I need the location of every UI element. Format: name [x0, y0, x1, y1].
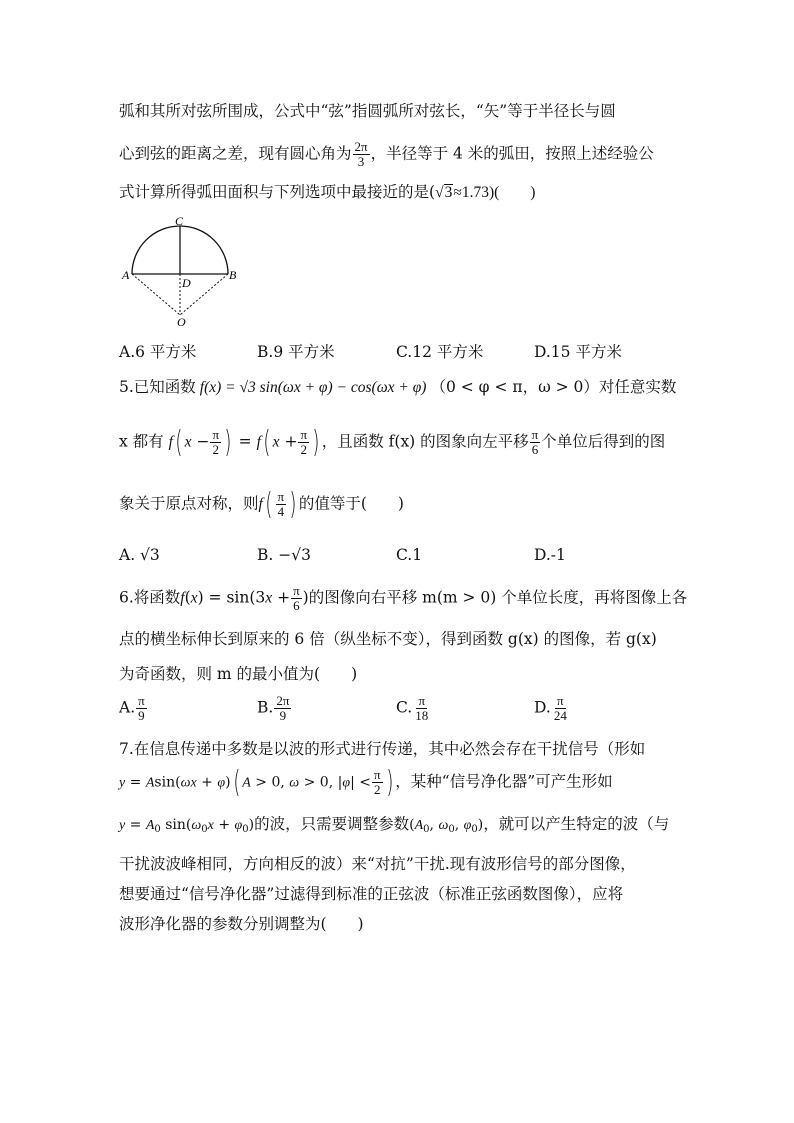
q4-line3-start: 式计算所得弧田面积与下列选项中最接近的是( [119, 183, 436, 201]
q5-text-line-3: 象关于原点对称，则f( $\frac{\pi}{4}$ ) 的值等于( ) [119, 486, 404, 522]
q7-text-line-3: $y = A_0$ $\sin(\omega_0x + \varphi_0)$的波，只需要调整参数($A_0$, $\omega_0$, $\varphi_0$)，就可以产生特定的波（与 [119, 815, 670, 835]
q5-function-expr: f(x) = √3 sin(ωx + φ) − cos(ωx + φ) [199, 379, 427, 396]
q5-option-c[interactable]: C.1 [396, 546, 423, 564]
q7-text-line-1: 7.在信息传递中多数是以波的形式进行传递，其中必然会存在干扰信号（形如 [119, 740, 646, 758]
q4-option-a[interactable]: A.6 平方米 [119, 343, 197, 361]
q4-angle-fraction: $\frac{2\pi}{3}$ [354, 139, 368, 169]
radius-ao [132, 274, 180, 315]
q5-text-line-1 [119, 376, 676, 399]
q4-text-line-2 [119, 140, 654, 169]
q5-option-b[interactable]: B. −√3 [257, 546, 311, 564]
q6-text-line-2: 点的横坐标伸长到原来的 6 倍（纵坐标不变），得到函数 g(x) 的图像，若 g(x) [119, 630, 657, 648]
q5-option-a[interactable]: A. √3 [119, 546, 160, 564]
label-c: C [175, 214, 184, 228]
q6-text-line-1: 6.将函数f(x) = sin(3x + $\frac{\pi}{6}$ )的图像向右平移 m(m > 0) 个单位长度，再将图像上各 [119, 583, 688, 613]
q4-option-d[interactable]: D.15 平方米 [534, 343, 622, 361]
q5-option-d[interactable]: D.-1 [534, 546, 566, 564]
q6-number: 6.将函数 [119, 588, 181, 607]
q5-line3-start: 象关于原点对称，则 [119, 494, 259, 513]
arc-field-figure [118, 214, 248, 329]
q4-line2-end: ，半径等于 4 米的弧田，按照上述经验公 [370, 144, 654, 163]
q7-line2-end: ，某种“信号净化器”可产生形如 [395, 772, 613, 791]
q6-line1-end: 的图像向右平移 m(m > 0) 个单位长度，再将图像上各 [308, 588, 688, 607]
q4-text-line-3: 式计算所得弧田面积与下列选项中最接近的是(√3≈1.73)( ) [119, 183, 536, 201]
q5-line1-end: （0 < φ < π，ω > 0）对任意实数 [430, 378, 677, 396]
label-d: D [182, 276, 191, 290]
q5-line2-mid: ，且函数 f(x) 的图象向左平移 [321, 432, 529, 451]
q6-option-d[interactable]: D. $\frac{\pi}{24}$ [534, 693, 567, 723]
q6-option-c[interactable]: C. $\frac{\pi}{18}$ [396, 693, 429, 723]
q5-line3-end: 的值等于( ) [298, 494, 404, 513]
q4-sqrt-value: 3 [444, 184, 453, 201]
q7-text-line-4: 干扰波波峰相同，方向相反的波）来“对抗”干扰.现有波形信号的部分图像， [119, 855, 636, 873]
q5-line2-start: x 都有 [119, 432, 164, 451]
q6-option-b[interactable]: B. $\frac{2\pi}{9}$ [257, 693, 290, 723]
q4-option-b[interactable]: B.9 平方米 [257, 343, 335, 361]
label-a: A [122, 268, 130, 282]
q7-text-line-5: 想要通过“信号净化器”过滤得到标准的正弦波（标准正弦函数图像），应将 [119, 885, 624, 903]
q5-line2-end: 个单位后得到的图 [541, 432, 666, 451]
q4-line3-end: ≈1.73)( ) [453, 184, 536, 201]
q4-option-c[interactable]: C.12 平方米 [396, 343, 484, 361]
label-b: B [229, 268, 237, 282]
q6-option-a[interactable]: A. $\frac{\pi}{9}$ [119, 693, 145, 723]
q4-line2-start: 心到弦的距离之差，现有圆心角为 [119, 144, 352, 163]
q5-shift-fraction: $\frac{\pi}{6}$ [531, 427, 539, 457]
q6-text-line-3: 为奇函数，则 m 的最小值为( ) [119, 665, 358, 683]
q5-text-line-2: x 都有 f( x − $\frac{\pi}{2}$ ) = f( x + $\frac{\pi}{2}$ ) ，且函数 f(x) 的图象向左平移 $\frac{\pi}{6}$ 个单位后得到的图 [119, 424, 666, 460]
q7-text-line-6: 波形净化器的参数分别调整为( ) [119, 915, 364, 933]
q4-text-line-1: 弧和其所对弦所围成，公式中“弦”指圆弧所对弦长，“矢”等于半径长与圆 [119, 102, 616, 120]
q7-line3-end: ，就可以产生特定的波（与 [483, 815, 670, 833]
q7-line3-mid: 的波，只需要调整参数 [254, 815, 410, 833]
label-o: O [177, 315, 186, 329]
q5-number: 5.已知函数 [119, 378, 196, 396]
q7-text-line-2: y = Asin(ωx + φ)( A > 0, ω > 0, |φ| < $\frac{\pi}{2}$ ) ，某种“信号净化器”可产生形如 [119, 764, 613, 800]
